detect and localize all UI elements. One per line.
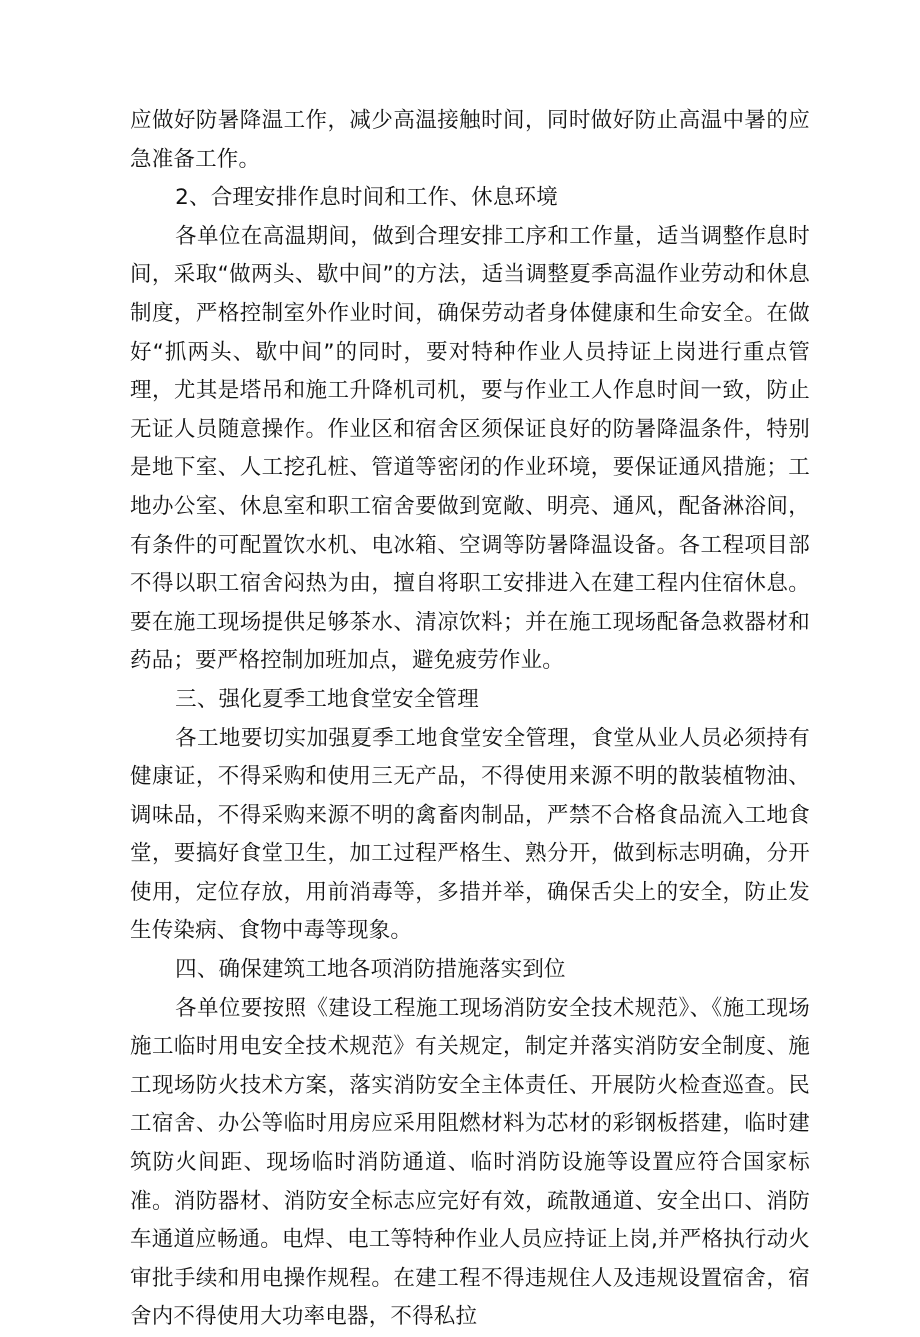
section-heading-canteen-safety: 三、强化夏季工地食堂安全管理: [175, 686, 479, 712]
section-heading-rest-schedule: 2、合理安排作息时间和工作、休息环境: [175, 185, 558, 211]
document-body: [130, 102, 810, 1337]
paragraph-fire-safety: 各单位要按照《建设工程施工现场消防安全技术规范》、《施工现场施工临时用电安全技术规范》有关规定，制定并落实消防安全制度、施工现场防火技术方案，落实消防安全主体责任、开展防火检查巡查。民工宿舍、办公等临时用房应采用阻燃材料为芯材的彩钢板搭建，临时建筑防火间距、现场临时消防通道、临时消防设施等设置应符合国家标准。消防器材、消防安全标志应完好有效，疏散通道、安全出口、消防车通道应畅通。电焊、电工等特种作业人员应持证上岗,并严格执行动火审批手续和用电操作规程。在建工程不得违规住人及违规设置宿舍，宿舍内不得使用大功率电器，不得私拉: [130, 995, 810, 1330]
paragraph-rest-schedule: 各单位在高温期间，做到合理安排工序和工作量，适当调整作息时间，采取“做两头、歇中间”的方法，适当调整夏季高温作业劳动和休息制度，严格控制室外作业时间，确保劳动者身体健康和生命安全。在做好“抓两头、歇中间”的同时，要对特种作业人员持证上岗进行重点管理，尤其是塔吊和施工升降机司机，要与作业工人作息时间一致，防止无证人员随意操作。作业区和宿舍区须保证良好的防暑降温条件，特别是地下室、人工挖孔桩、管道等密闭的作业环境，要保证通风措施；工地办公室、休息室和职工宿舍要做到宽敞、明亮、通风，配备淋浴间，有条件的可配置饮水机、电冰箱、空调等防暑降温设备。各工程项目部不得以职工宿舍闷热为由，擅自将职工安排进入在建工程内住宿休息。要在施工现场提供足够茶水、清凉饮料；并在施工现场配备急救器材和药品；要严格控制加班加点，避免疲劳作业。: [130, 223, 810, 674]
section-heading-fire-safety: 四、确保建筑工地各项消防措施落实到位: [175, 957, 566, 983]
paragraph-canteen-safety: 各工地要切实加强夏季工地食堂安全管理，食堂从业人员必须持有健康证，不得采购和使用三无产品，不得使用来源不明的散装植物油、调味品，不得采购来源不明的禽畜肉制品，严禁不合格食品流入工地食堂，要搞好食堂卫生，加工过程严格生、熟分开，做到标志明确，分开使用，定位存放，用前消毒等，多措并举，确保舌尖上的安全，防止发生传染病、食物中毒等现象。: [130, 725, 810, 944]
paragraph-continuation: 应做好防暑降温工作，减少高温接触时间，同时做好防止高温中暑的应急准备工作。: [130, 108, 810, 172]
